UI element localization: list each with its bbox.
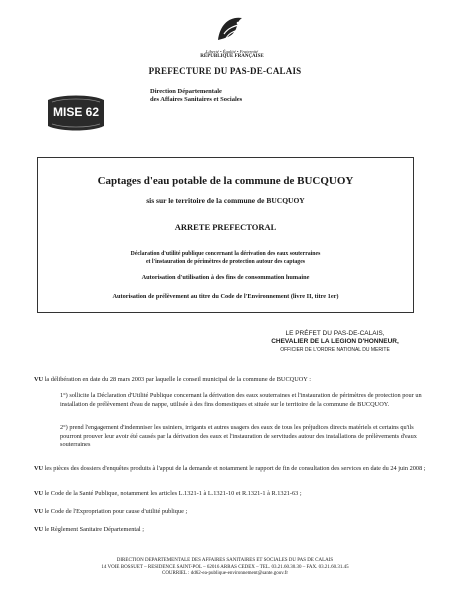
footer-line-1: DIRECTION DEPARTEMENTALE DES AFFAIRES SANITAIRES ET SOCIALES DU PAS DE CALAIS bbox=[116, 558, 334, 563]
prefet-line-2: CHEVALIER DE LA LEGION D'HONNEUR, bbox=[271, 338, 399, 345]
vu-label: VU bbox=[34, 376, 44, 383]
footer bbox=[0, 558, 450, 578]
vu-paragraph bbox=[34, 526, 426, 535]
prefet-line-3: OFFICIER DE L'ORDRE NATIONAL DU MERITE bbox=[280, 347, 390, 353]
vu-paragraph bbox=[34, 465, 426, 474]
vu-text: la délibération en date du 28 mars 2003 par laquelle le conseil municipal de la commune de BUCQUOY : bbox=[44, 376, 311, 383]
arrete-heading: ARRETE PREFECTORAL bbox=[174, 222, 277, 232]
prefet-line-1: LE PRÉFET DU PAS-DE-CALAIS, bbox=[285, 330, 385, 337]
vu-label: VU bbox=[34, 508, 44, 515]
document-title: Captages d'eau potable de la commune de BUCQUOY bbox=[97, 175, 354, 187]
footer-email: COURRIEL : dd62-ea-publique-environnement@sante.gouv.fr bbox=[161, 571, 288, 576]
point-1-paragraph: 1°) sollicite la Déclaration d'Utilité Publique concernant la dérivation des eaux souterraines et l'instauration de périmètres de protection pour un installation de prélèvement d'eau de nappe, utilisée à des fins domestiques et située sur le territoire de la commune de BUCQUOY. bbox=[60, 392, 422, 408]
authorization-text: Autorisation d'utilisation à des fins de consommation humaine bbox=[141, 274, 310, 281]
republic-label: RÉPUBLIQUE FRANÇAISE bbox=[200, 54, 264, 59]
vu-paragraph bbox=[34, 376, 426, 385]
vu-paragraph bbox=[34, 508, 426, 517]
declaration-line-1: Déclaration d'utilité publique concernant la dérivation des eaux souterraines bbox=[130, 251, 321, 257]
vu-paragraph bbox=[34, 490, 426, 499]
withdrawal-text: Autorisation de prélèvement au titre du Code de l'Environnement (livre II, titre 1er) bbox=[112, 293, 339, 300]
vu-text: le Code de la Santé Publique, notamment les articles L.1321-1 à L.1321-10 et R.1321-1 à R.1321-63 ; bbox=[44, 490, 302, 497]
direction-line-2: des Affaires Sanitaires et Sociales bbox=[150, 96, 243, 103]
vu-label: VU bbox=[34, 490, 44, 497]
mise-logo-text: MISE 62 bbox=[52, 105, 100, 119]
prefecture-title: PREFECTURE DU PAS-DE-CALAIS bbox=[148, 66, 302, 76]
vu-label: VU bbox=[34, 526, 44, 533]
vu-text: le Règlement Sanitaire Départemental ; bbox=[44, 526, 144, 533]
declaration-text bbox=[37, 250, 414, 266]
point-2-paragraph: 2°) prend l'engagement d'indemniser les usiniers, irrigants et autres usagers des eaux de tous les préjudices directs matériels et certains qu'ils pourront prouver leur avoir été causés par la dérivation des eaux et l'instauration de servitudes autour des installations de prélèvements d'eaux souterraines bbox=[60, 424, 417, 448]
vu-label: VU bbox=[34, 465, 44, 472]
declaration-line-2: et l'instauration de périmètres de protection autour des captages bbox=[145, 259, 306, 265]
motto: Liberté • Égalité • Fraternité bbox=[205, 49, 259, 54]
republique-logo bbox=[196, 14, 268, 59]
vu-text: les pièces des dossiers d'enquêtes produits à l'appui de la demande et notamment le rapport de fin de consultation des services en date du 24 juin 2008 ; bbox=[44, 465, 426, 472]
marianne-icon bbox=[212, 14, 252, 42]
direction-label bbox=[150, 88, 330, 104]
vu-text: le Code de l'Expropriation pour cause d'utilité publique ; bbox=[44, 508, 188, 515]
prefet-block bbox=[240, 330, 430, 354]
direction-line-1: Direction Départementale bbox=[150, 88, 222, 95]
document-subtitle: sis sur le territoire de la commune de BUCQUOY bbox=[146, 196, 305, 205]
footer-line-2: 14 VOIE BOSSUET – RESIDENCE SAINT-POL – 62016 ARRAS CEDEX – TEL. 03.21.60.30.30 – FAX. 03.21.60.31.45 bbox=[101, 564, 349, 570]
